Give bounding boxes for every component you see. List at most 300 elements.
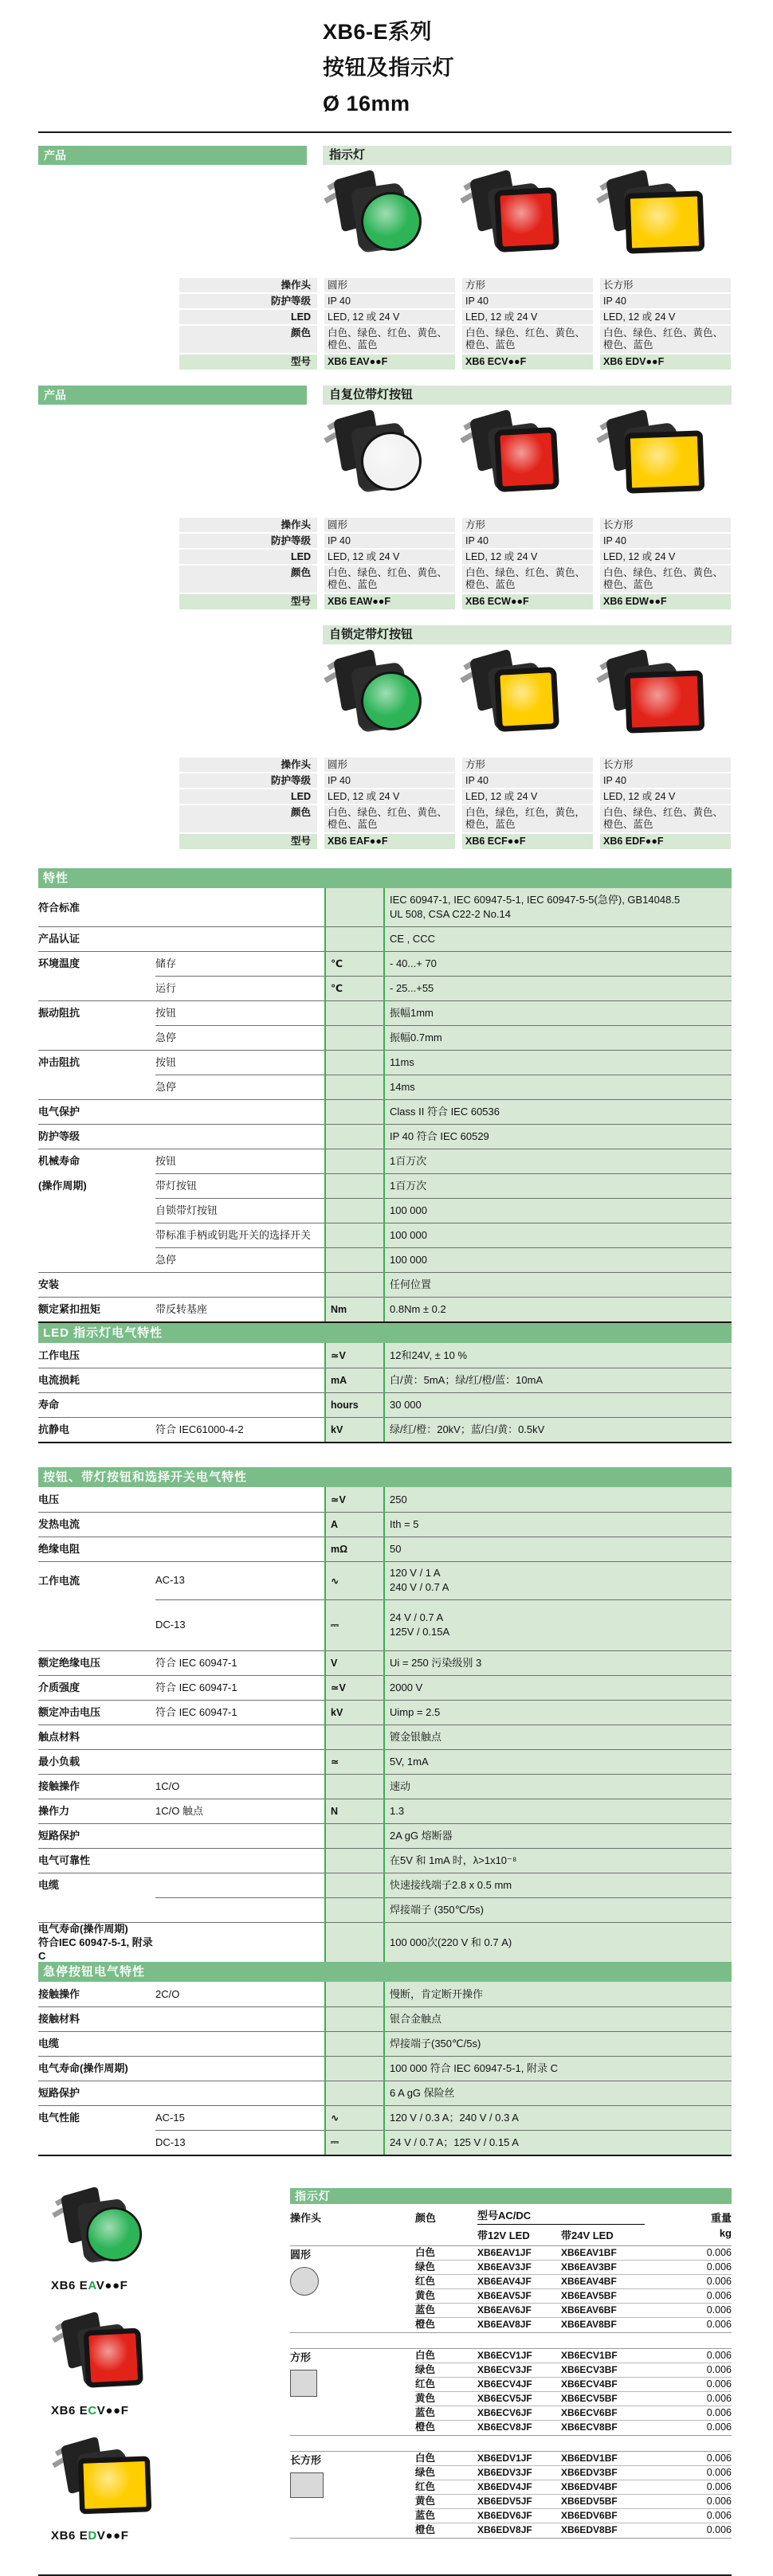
characteristic-row xyxy=(38,1487,732,1512)
characteristic-row xyxy=(38,1599,732,1650)
spec-row xyxy=(179,594,732,609)
order-row: 橙色 XB6EAV8JF XB6EAV8BF 0.006 xyxy=(415,2319,732,2330)
characteristic-row xyxy=(38,1124,732,1149)
row-value: 14ms xyxy=(390,1080,415,1093)
ordering-block xyxy=(38,2188,732,2563)
characteristic-row xyxy=(38,2056,732,2081)
ordering-table-subcolumns xyxy=(290,2227,732,2245)
characteristic-row xyxy=(38,1297,732,1321)
table-green-line xyxy=(383,1982,385,2155)
shape-icon xyxy=(290,2370,317,2397)
row-unit: ⎓ xyxy=(331,1619,339,1631)
order-row: 白色 XB6EAV1JF XB6EAV1BF 0.006 xyxy=(415,2246,732,2261)
row-sublabel: 按钮 xyxy=(155,1055,177,1068)
row-label: 机械寿命 xyxy=(38,1155,80,1167)
row-value: 振幅0.7mm xyxy=(390,1031,442,1043)
spec-cell-square: IP 40 xyxy=(462,773,593,788)
row-label: 触点材料 xyxy=(38,1731,80,1743)
row-value: 100 000 符合 IEC 60947-5-1, 附录 C xyxy=(390,2061,558,2074)
spec-cell-round: 白色、绿色、红色、黄色、橙色、蓝色 xyxy=(324,805,455,832)
spec-cell-round: 圆形 xyxy=(324,518,455,532)
section-title-bar: 自复位带灯按钮 xyxy=(323,386,732,405)
row-value: 银合金触点 xyxy=(390,2012,442,2025)
spec-row-label: 型号 xyxy=(179,834,317,849)
spec-cell-square: XB6 ECW●●F xyxy=(462,594,593,609)
spec-row-label: 颜色 xyxy=(179,805,317,832)
product-photo xyxy=(459,171,579,270)
row-sublabel: 储存 xyxy=(155,957,177,969)
order-row: 红色 XB6EAV4JF XB6EAV4BF 0.006 xyxy=(415,2275,732,2289)
spec-row xyxy=(179,518,732,532)
spec-row xyxy=(179,758,732,772)
row-value: 镀金银触点 xyxy=(390,1730,442,1743)
spec-cell-round: XB6 EAW●●F xyxy=(324,594,455,609)
row-label: 冲击阻抗 xyxy=(38,1056,80,1068)
spec-row-label: 型号 xyxy=(179,594,317,609)
spec-row xyxy=(179,566,732,593)
product-photos xyxy=(323,171,732,273)
row-label: 短路保护 xyxy=(38,1830,80,1842)
row-label: 工作电压 xyxy=(38,1349,80,1361)
order-row: 黄色 XB6EDV5JF XB6EDV5BF 0.006 xyxy=(415,2495,732,2509)
col-head-shape: 操作头 xyxy=(290,2212,322,2224)
spec-cell-rect: 白色、绿色、红色、黄色、橙色、蓝色 xyxy=(600,566,731,593)
order-row: 黄色 XB6ECV5JF XB6ECV5BF 0.006 xyxy=(415,2392,732,2406)
button-lens xyxy=(625,430,705,493)
spec-row-label: 型号 xyxy=(179,354,317,370)
characteristic-row xyxy=(38,1247,732,1272)
ordering-group xyxy=(290,2451,732,2539)
row-label: 最小负载 xyxy=(38,1756,80,1768)
product-photos xyxy=(323,651,732,753)
row-value: 100 000 xyxy=(390,1228,427,1241)
product-photo xyxy=(323,411,442,510)
spec-row-label: 操作头 xyxy=(179,278,317,292)
row-unit: kV xyxy=(331,1706,343,1718)
row-sublabel: 2C/O xyxy=(155,1987,180,2000)
row-value: CE , CCC xyxy=(390,932,436,945)
row-value: 1百万次 xyxy=(390,1179,427,1192)
row-unit: V xyxy=(331,1657,338,1669)
model-caption-highlight: D xyxy=(88,2529,97,2543)
row-unit: ≃ xyxy=(331,1756,339,1768)
row-unit: ℃ xyxy=(331,983,343,994)
characteristic-row xyxy=(38,1675,732,1700)
spec-cell-rect: 长方形 xyxy=(600,758,731,772)
row-value: - 40...+ 70 xyxy=(390,957,437,969)
characteristic-row xyxy=(38,1223,732,1247)
pushbutton-electrical-table xyxy=(38,1487,732,1962)
row-sublabel: 急停 xyxy=(155,1253,177,1266)
row-value: IEC 60947-1, IEC 60947-5-1, IEC 60947-5-5(急停), GB14048.5 xyxy=(390,894,681,906)
shape-icon xyxy=(290,2267,319,2296)
row-value: 在5V 和 1mA 时，λ>1x10⁻⁸ xyxy=(390,1854,517,1866)
title-series: XB6-E系列 xyxy=(323,20,433,44)
section-title-bar: 自锁定带灯按钮 xyxy=(323,625,732,644)
row-value: 120 V / 0.3 A；240 V / 0.3 A xyxy=(390,2111,519,2124)
spec-cell-round: LED, 12 或 24 V xyxy=(324,550,455,564)
ordering-table xyxy=(290,2188,732,2563)
characteristic-row xyxy=(38,2031,732,2056)
characteristic-row xyxy=(38,1272,732,1297)
row-label: 安装 xyxy=(38,1278,60,1290)
order-row: 蓝色 XB6EDV6JF XB6EDV6BF 0.006 xyxy=(415,2509,732,2523)
spec-cell-rect: 白色、绿色、红色、黄色、橙色、蓝色 xyxy=(600,326,731,353)
row-label: 短路保护 xyxy=(38,2087,80,2099)
spec-cell-square: 白色、绿色、红色、黄色、橙色、蓝色 xyxy=(462,566,593,593)
spec-cell-square: 方形 xyxy=(462,518,593,532)
characteristic-row xyxy=(38,1774,732,1799)
row-sublabel: DC-13 xyxy=(155,1619,186,1631)
spec-cell-round: 白色、绿色、红色、黄色、橙色、蓝色 xyxy=(324,566,455,593)
spec-cell-round: 圆形 xyxy=(324,758,455,772)
row-value: 100 000 xyxy=(390,1204,427,1216)
spec-cell-rect: LED, 12 或 24 V xyxy=(600,310,731,324)
row-sublabel: 带反转基座 xyxy=(155,1302,208,1315)
spec-row xyxy=(179,834,732,849)
row-value: 100 000次(220 V 和 0.7 A) xyxy=(390,1936,512,1948)
button-lens xyxy=(361,192,422,251)
characteristic-row xyxy=(38,1000,732,1025)
spacer xyxy=(38,1443,732,1467)
row-label: 额定冲击电压 xyxy=(38,1706,101,1718)
characteristic-row xyxy=(38,1417,732,1442)
button-lens xyxy=(86,2207,142,2261)
row-label: 抗静电 xyxy=(38,1423,70,1435)
reference-product xyxy=(51,2313,290,2417)
characteristic-row xyxy=(38,1368,732,1392)
spec-cell-square: XB6 ECF●●F xyxy=(462,834,593,849)
spec-cell-round: 白色、绿色、红色、黄色、橙色、蓝色 xyxy=(324,326,455,353)
product-photo xyxy=(323,651,442,750)
row-value: 24 V / 0.7 A xyxy=(390,1611,444,1623)
characteristic-row xyxy=(38,1343,732,1368)
spec-cell-round: LED, 12 或 24 V xyxy=(324,789,455,804)
order-row: 蓝色 XB6EAV6JF XB6EAV6BF 0.006 xyxy=(415,2304,732,2318)
spec-cell-round: IP 40 xyxy=(324,294,455,308)
page-title xyxy=(323,14,732,122)
table-green-line xyxy=(383,888,385,1321)
order-row: 白色 XB6ECV1JF XB6ECV1BF 0.006 xyxy=(415,2349,732,2363)
order-row: 绿色 XB6EDV3JF XB6EDV3BF 0.006 xyxy=(415,2466,732,2480)
spec-row xyxy=(179,278,732,292)
row-value: 焊接端子(350℃/5s) xyxy=(390,2037,481,2049)
row-sublabel: 带灯按钮 xyxy=(155,1179,198,1192)
row-label: 环境温度 xyxy=(38,957,80,969)
characteristic-row xyxy=(38,1650,732,1675)
led-electrical-section xyxy=(38,1323,732,1443)
characteristic-row xyxy=(38,2006,732,2031)
spec-cell-rect: LED, 12 或 24 V xyxy=(600,550,731,564)
row-unit: mΩ xyxy=(331,1543,348,1555)
row-unit: Nm xyxy=(331,1303,347,1315)
spec-row-label: LED xyxy=(179,550,317,564)
row-label: 接触材料 xyxy=(38,2013,80,2025)
characteristic-row xyxy=(38,1749,732,1774)
reference-product xyxy=(51,2438,290,2543)
row-sublabel: 符合 IEC61000-4-2 xyxy=(155,1423,244,1435)
characteristic-row xyxy=(38,1982,732,2006)
row-sublabel: DC-13 xyxy=(155,2136,186,2148)
row-label: 电气可靠性 xyxy=(38,1854,91,1866)
button-lens xyxy=(625,190,705,253)
spec-cell-round: XB6 EAF●●F xyxy=(324,834,455,849)
row-label: 电缆 xyxy=(38,1879,60,1891)
spec-row xyxy=(179,550,732,564)
characteristic-row xyxy=(38,1922,732,1962)
spec-cell-rect: XB6 EDF●●F xyxy=(600,834,731,849)
spec-row-label: 操作头 xyxy=(179,518,317,532)
row-unit: ⎓ xyxy=(331,2136,339,2147)
characteristic-row xyxy=(38,1198,732,1223)
row-value: 慢断，肯定断开操作 xyxy=(390,1987,484,2000)
section-latching-pushbuttons xyxy=(38,625,732,849)
spec-row xyxy=(179,294,732,308)
row-label: 振动阻抗 xyxy=(38,1007,80,1019)
table-green-line xyxy=(324,1343,326,1442)
section-momentary-pushbuttons xyxy=(38,386,732,609)
spec-row-label: 操作头 xyxy=(179,758,317,772)
row-unit: ∿ xyxy=(331,1575,339,1587)
spec-cell-rect: XB6 EDV●●F xyxy=(600,354,731,370)
spec-cell-rect: IP 40 xyxy=(600,534,731,548)
row-value: 5V, 1mA xyxy=(390,1755,429,1768)
characteristic-row xyxy=(38,1561,732,1599)
spec-row-label: 防护等级 xyxy=(179,294,317,308)
col-head-24v: 带24V LED xyxy=(561,2230,614,2241)
order-row: 红色 XB6EDV4JF XB6EDV4BF 0.006 xyxy=(415,2480,732,2495)
product-photo xyxy=(459,651,579,750)
row-sublabel: 符合 IEC 60947-1 xyxy=(155,1705,237,1718)
order-row: 橙色 XB6EDV8JF XB6EDV8BF 0.006 xyxy=(415,2524,732,2535)
order-row: 红色 XB6ECV4JF XB6ECV4BF 0.006 xyxy=(415,2378,732,2392)
spec-cell-square: 白色，绿色，红色，黄色，橙色，蓝色 xyxy=(462,805,593,832)
row-label: 额定紧扣扭矩 xyxy=(38,1303,101,1315)
row-value: 11ms xyxy=(390,1055,414,1068)
row-unit: ≃V xyxy=(331,1494,346,1505)
button-lens xyxy=(494,667,559,732)
spec-cell-rect: XB6 EDW●●F xyxy=(600,594,731,609)
spec-row-label: LED xyxy=(179,310,317,324)
button-lens xyxy=(494,427,559,492)
row-label: 电流损耗 xyxy=(38,1374,80,1386)
spec-cell-square: LED, 12 或 24 V xyxy=(462,789,593,804)
model-caption: XB6 ECV●●F xyxy=(51,2404,129,2417)
row-value: 白/黄：5mA；绿/红/橙/蓝：10mA xyxy=(390,1373,543,1386)
row-label: 电气保护 xyxy=(38,1106,80,1118)
row-label: 电压 xyxy=(38,1494,60,1505)
spec-row xyxy=(179,534,732,548)
spec-row xyxy=(179,326,732,353)
title-divider xyxy=(38,131,732,133)
table-green-line xyxy=(383,1487,385,1962)
order-row: 蓝色 XB6ECV6JF XB6ECV6BF 0.006 xyxy=(415,2406,732,2421)
product-bar-label: 产品 xyxy=(38,146,307,165)
row-sublabel: 1C/O xyxy=(155,1779,180,1792)
product-photo xyxy=(595,651,715,750)
row-sublabel: 自锁带灯按钮 xyxy=(155,1204,218,1216)
characteristic-row xyxy=(38,1173,732,1198)
row-label: 发热电流 xyxy=(38,1518,80,1530)
characteristic-row xyxy=(38,1512,732,1537)
characteristic-row xyxy=(38,1700,732,1725)
spec-cell-rect: LED, 12 或 24 V xyxy=(600,789,731,804)
row-label: 工作电流 xyxy=(38,1574,80,1587)
row-unit: ≃V xyxy=(331,1350,346,1361)
characteristics-section xyxy=(38,868,732,1323)
estop-electrical-table xyxy=(38,1982,732,2156)
model-caption-highlight: C xyxy=(88,2404,97,2417)
led-electrical-table xyxy=(38,1343,732,1443)
row-label: 额定绝缘电压 xyxy=(38,1657,101,1669)
spec-row-label: 防护等级 xyxy=(179,534,317,548)
characteristic-row xyxy=(38,888,732,926)
row-value: 1百万次 xyxy=(390,1154,427,1167)
spec-table xyxy=(38,278,732,370)
reference-product xyxy=(51,2188,290,2292)
row-unit: ≃V xyxy=(331,1682,346,1693)
characteristic-row xyxy=(38,1897,732,1922)
row-value: 任何位置 xyxy=(390,1278,432,1290)
row-value: 焊接端子 (350℃/5s) xyxy=(390,1903,484,1916)
col-head-12v: 带12V LED xyxy=(477,2230,530,2241)
row-value: 振幅1mm xyxy=(390,1006,434,1019)
row-value: 100 000 xyxy=(390,1253,427,1266)
row-value: Class II 符合 IEC 60536 xyxy=(390,1105,500,1118)
row-unit: kV xyxy=(331,1423,343,1435)
reference-photos-column xyxy=(38,2188,290,2563)
table-green-line xyxy=(324,1487,326,1962)
row-value: - 25...+55 xyxy=(390,981,434,994)
spec-cell-square: LED, 12 或 24 V xyxy=(462,550,593,564)
characteristic-row xyxy=(38,1725,732,1749)
spec-cell-rect: IP 40 xyxy=(600,294,731,308)
row-sublabel: AC-15 xyxy=(155,2111,185,2124)
row-value: 250 xyxy=(390,1493,407,1505)
row-value: 50 xyxy=(390,1542,402,1555)
button-lens xyxy=(361,671,422,730)
spec-cell-square: IP 40 xyxy=(462,534,593,548)
product-photo xyxy=(459,411,579,510)
row-unit: mA xyxy=(331,1374,347,1386)
row-unit: ℃ xyxy=(331,958,343,969)
characteristic-row xyxy=(38,976,732,1000)
row-label: 介质强度 xyxy=(38,1681,80,1693)
spec-row-label: LED xyxy=(179,789,317,804)
button-lens xyxy=(625,670,705,733)
characteristic-row xyxy=(38,2130,732,2155)
spec-cell-rect: IP 40 xyxy=(600,773,731,788)
spec-cell-round: 圆形 xyxy=(324,278,455,292)
ordering-groups xyxy=(290,2245,732,2539)
row-label: 电气寿命(操作周期) xyxy=(38,2062,128,2074)
spec-row xyxy=(179,773,732,788)
spec-cell-square: 方形 xyxy=(462,758,593,772)
row-value: 绿/红/橙：20kV；蓝/白/黄：0.5kV xyxy=(390,1423,545,1435)
section-indicator-lights xyxy=(38,146,732,370)
characteristics-header: 特性 xyxy=(38,868,732,888)
row-sublabel: 符合 IEC 60947-1 xyxy=(155,1656,237,1669)
product-photo xyxy=(51,2188,161,2270)
product-photo xyxy=(51,2438,161,2520)
row-value: 120 V / 1 A xyxy=(390,1567,441,1579)
estop-electrical-header: 急停按钮电气特性 xyxy=(38,1962,732,1982)
col-head-weight: 重量 xyxy=(710,2212,732,2224)
row-value: 0.8Nm ± 0.2 xyxy=(390,1302,446,1315)
led-electrical-header: LED 指示灯电气特性 xyxy=(38,1323,732,1343)
row-label: 电气寿命(操作周期) xyxy=(38,1923,128,1935)
characteristic-row xyxy=(38,951,732,976)
row-label-line2: 符合IEC 60947-5-1, 附录 C xyxy=(38,1936,153,1962)
ordering-group xyxy=(290,2245,732,2333)
title-product: 按钮及指示灯 xyxy=(323,56,454,80)
characteristic-row xyxy=(38,2081,732,2105)
row-label: 绝缘电阻 xyxy=(38,1543,80,1555)
product-photo xyxy=(595,411,715,510)
spec-row-label: 颜色 xyxy=(179,326,317,353)
row-value: 速动 xyxy=(390,1779,411,1792)
characteristic-row xyxy=(38,1099,732,1124)
row-sublabel: 符合 IEC 60947-1 xyxy=(155,1681,237,1693)
row-value-line2: 240 V / 0.7 A xyxy=(390,1581,449,1593)
row-label: 接触操作 xyxy=(38,1780,80,1792)
row-sublabel: 急停 xyxy=(155,1031,177,1043)
row-value: 1.3 xyxy=(390,1804,405,1817)
title-diameter: Ø 16mm xyxy=(323,92,410,115)
characteristic-row xyxy=(38,1149,732,1173)
product-photos xyxy=(323,411,732,513)
spec-cell-round: IP 40 xyxy=(324,773,455,788)
characteristic-row xyxy=(38,1873,732,1897)
characteristic-row xyxy=(38,1050,732,1075)
spec-cell-square: IP 40 xyxy=(462,294,593,308)
order-row: 绿色 XB6ECV3JF XB6ECV3BF 0.006 xyxy=(415,2363,732,2378)
button-lens xyxy=(78,2456,152,2514)
characteristic-row xyxy=(38,1392,732,1417)
spec-row xyxy=(179,789,732,804)
button-lens xyxy=(83,2327,143,2387)
row-label: 接触操作 xyxy=(38,1988,80,2000)
model-caption-highlight: A xyxy=(88,2279,96,2292)
spec-cell-rect: 长方形 xyxy=(600,278,731,292)
group-shape-label: 长方形 xyxy=(290,2454,322,2466)
spec-row-label: 颜色 xyxy=(179,566,317,593)
row-value-line2: UL 508, CSA C22-2 No.14 xyxy=(390,908,511,920)
row-value: Uimp = 2.5 xyxy=(390,1705,441,1718)
row-sublabel: 急停 xyxy=(155,1080,177,1093)
spec-cell-square: XB6 ECV●●F xyxy=(462,354,593,370)
row-label: 电缆 xyxy=(38,2038,60,2049)
characteristic-row xyxy=(38,1537,732,1561)
pushbutton-electrical-section xyxy=(38,1467,732,1962)
row-unit: A xyxy=(331,1518,339,1530)
model-caption: XB6 EDV●●F xyxy=(51,2529,129,2543)
ordering-group xyxy=(290,2348,732,2436)
row-label: 电气性能 xyxy=(38,2112,80,2124)
row-unit: hours xyxy=(331,1399,359,1411)
row-sublabel: 按钮 xyxy=(155,1154,177,1167)
characteristic-row xyxy=(38,1025,732,1050)
spec-cell-rect: 长方形 xyxy=(600,518,731,532)
spec-row xyxy=(179,354,732,370)
characteristic-row xyxy=(38,926,732,951)
row-value: 快速接线端子2.8 x 0.5 mm xyxy=(390,1878,512,1891)
ordering-table-columns xyxy=(290,2204,732,2225)
row-label: 符合标准 xyxy=(38,901,80,914)
group-shape-label: 方形 xyxy=(290,2351,312,2363)
product-photo xyxy=(323,171,442,270)
product-photo xyxy=(51,2313,161,2395)
